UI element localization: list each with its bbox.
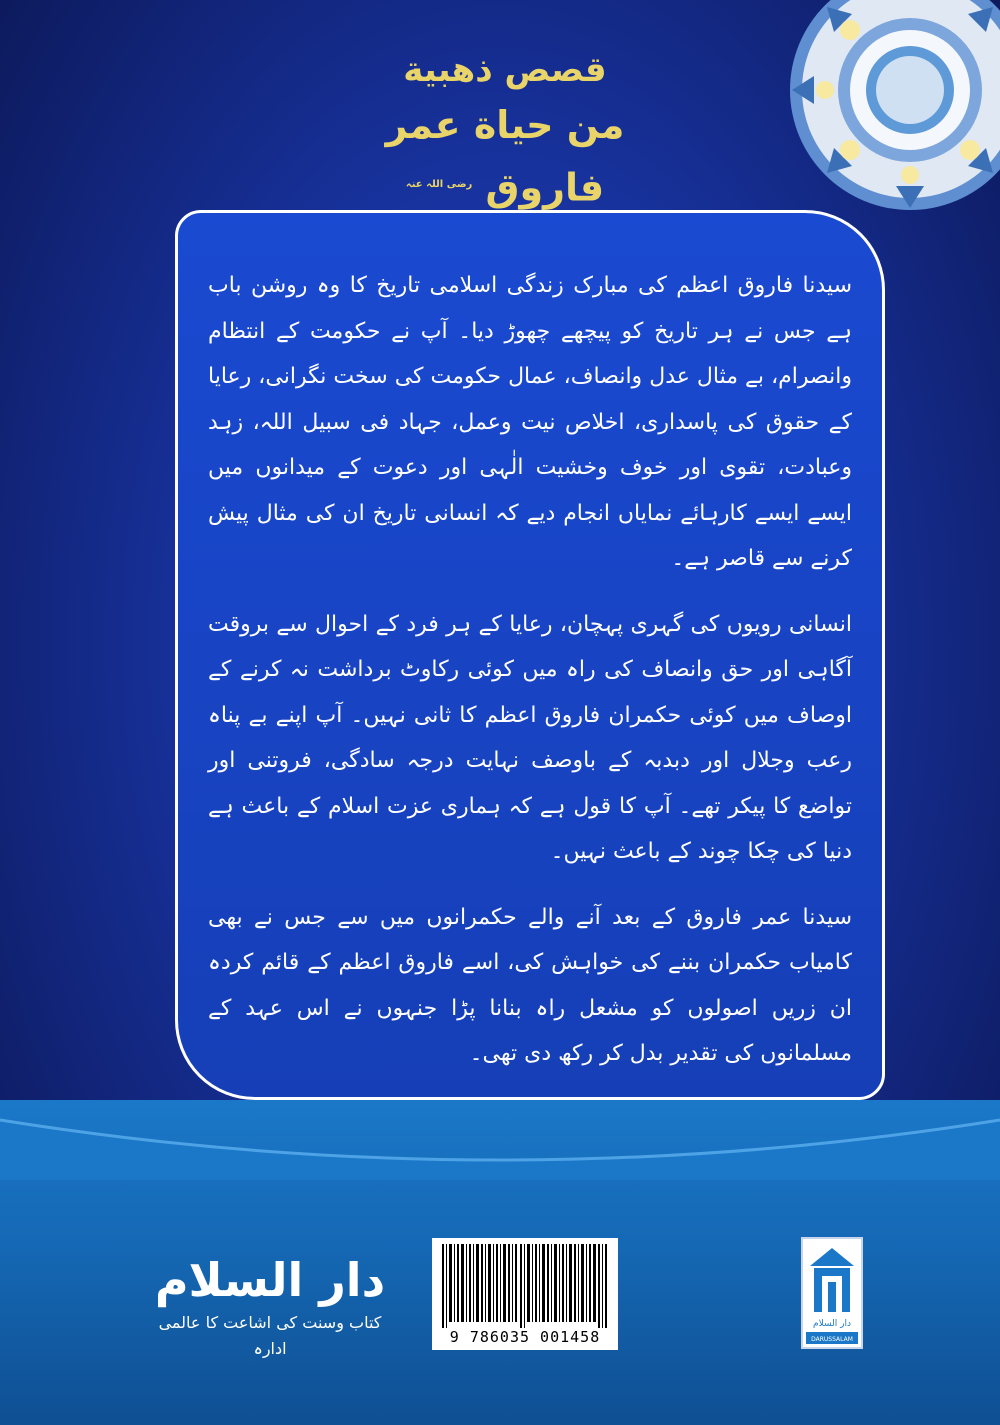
logo-arabic-text: دار السلام [813, 1319, 851, 1329]
publisher-logo [800, 1236, 864, 1350]
star-ornament-icon [780, 0, 1000, 220]
barcode-bars [440, 1244, 610, 1328]
paragraph-1: سیدنا فاروق اعظم کی مبارک زندگی اسلامی تاریخ کا وہ روشن باب ہے جس نے ہر تاریخ کو پیچھے چھوڑ دیا۔ آپ نے حکومت کے انتظام وانصرام، بے مثال عدل وانصاف، عمال حکومت کی سخت نگرانی، رعایا کے حقوق کی پاسداری، اخلاص نیت وعمل، جہاد فی سبیل اللہ، زہد وعبادت، تقوی اور خوف وخشیت الٰہی اور دعوت کے میدانوں میں ایسے ایسے کارہائے نمایاں انجام دیے کہ انسانی تاریخ ان کی مثال پیش کرنے سے قاصر ہے۔ [208, 273, 852, 571]
title-line-2 [340, 95, 670, 218]
title-honorific: رضی اللہ عنہ [405, 179, 473, 190]
paragraph-3: سیدنا عمر فاروق کے بعد آنے والے حکمرانوں میں سے جس نے بھی کامیاب حکمران بننے کی خواہش کی، اسے فاروق اعظم کے قائم کردہ ان زریں اصولوں کو مشعل راہ بنانا پڑا جنہوں نے اس عہد کے مسلمانوں کی تقدیر بدل کر رکھ دی تھی۔ [208, 904, 852, 1066]
logo-english-text: DARUSSALAM [811, 1336, 853, 1343]
wave-divider [0, 1060, 1000, 1180]
paragraph-2: انسانی رویوں کی گہری پہچان، رعایا کے ہر فرد کے احوال سے بروقت آگاہی اور حق وانصاف کی راہ میں کوئی رکاوٹ برداشت نہ کرنے کے اوصاف میں کوئی حکمران فاروق اعظم کا ثانی نہیں۔ آپ اپنے بے پناہ رعب وجلال اور دبدبہ کے باوصف نہایت درجہ سادگی، فروتنی اور تواضع کا پیکر تھے۔ آپ کا قول ہے کہ ہماری عزت اسلام کے باعث ہے دنیا کی چکا چوند کے باعث نہیں۔ [208, 611, 852, 864]
title-main: من حياة عمر فاروق [385, 103, 625, 210]
isbn-number: 9 786035 001458 [449, 1328, 601, 1346]
title-line-1: قصص ذهبية [403, 50, 607, 90]
publisher-brand [150, 1250, 390, 1362]
publisher-name: دار السلام [154, 1253, 386, 1307]
barcode [432, 1238, 618, 1350]
logo-icon [800, 1236, 864, 1350]
description-panel [175, 210, 885, 1100]
publisher-tagline: کتاب وسنت کی اشاعت کا عالمی ادارہ [158, 1313, 382, 1358]
